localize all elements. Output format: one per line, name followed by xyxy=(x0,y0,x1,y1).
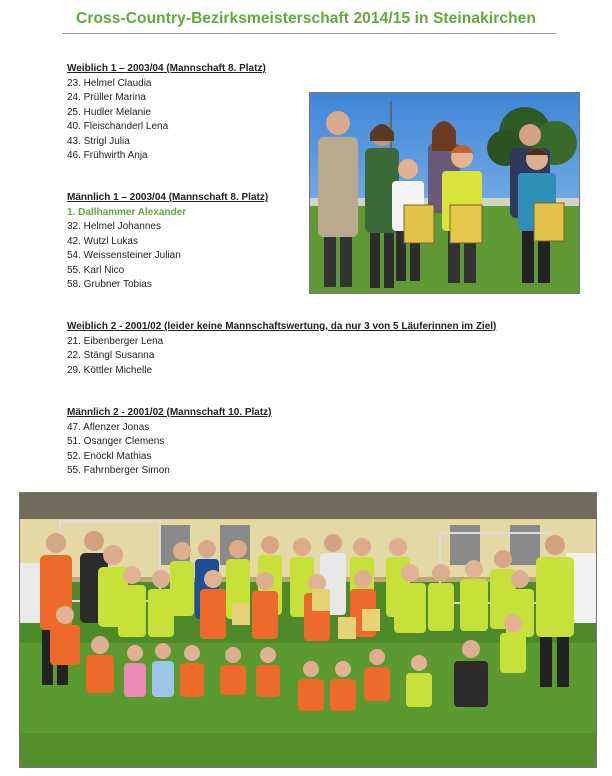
winner-entry: 1. Dallhammer Alexander xyxy=(67,206,187,218)
result-entry: 32. Helmel Johannes xyxy=(67,221,161,232)
result-entry: 42. Wutzl Lukas xyxy=(67,235,138,247)
result-entry: 40. Fleischanderl Lena xyxy=(67,121,169,132)
team-photo-small xyxy=(309,92,580,294)
result-entry: 24. Prüller Marina xyxy=(67,92,146,103)
section-maennlich-1 xyxy=(67,191,268,293)
section-title: Männlich 2 - 2001/02 (Mannschaft 10. Platz) xyxy=(67,407,272,418)
section-weiblich-2 xyxy=(67,320,496,378)
result-entry: 58. Grubner Tobias xyxy=(67,279,152,290)
result-entry: 55. Fahrnberger Simon xyxy=(67,465,170,476)
result-entry: 51. Osanger Clemens xyxy=(67,436,165,447)
section-weiblich-1 xyxy=(67,62,266,164)
result-entry: 25. Hudler Melanie xyxy=(67,106,151,118)
section-title: Männlich 1 – 2003/04 (Mannschaft 8. Platz) xyxy=(67,192,269,203)
section-maennlich-2 xyxy=(67,406,272,479)
result-entry: 47. Aflenzer Jonas xyxy=(67,421,150,433)
result-entry: 55. Karl Nico xyxy=(67,264,125,276)
section-title: Weiblich 1 – 2003/04 (Mannschaft 8. Platz) xyxy=(67,63,266,74)
page-title: Cross-Country-Bezirksmeisterschaft 2014/15 in Steinakirchen xyxy=(76,10,536,27)
result-entry: 29. Köttler Michelle xyxy=(67,364,153,376)
result-entry: 52. Enöckl Mathias xyxy=(67,450,152,462)
title-divider xyxy=(62,33,556,34)
result-entry: 21. Eibenberger Lena xyxy=(67,335,164,347)
result-entry: 46. Frühwirth Anja xyxy=(67,150,148,161)
result-entry: 23. Helmel Claudia xyxy=(67,77,152,89)
result-entry: 22. Stängl Susanna xyxy=(67,350,155,361)
group-photo-large xyxy=(19,492,597,768)
result-entry: 54. Weissensteiner Julian xyxy=(67,250,181,261)
result-entry: 43. Strigl Julia xyxy=(67,135,130,147)
section-title: Weiblich 2 - 2001/02 (leider keine Mannschaftswertung, da nur 3 von 5 Läuferinnen im Ziel) xyxy=(67,321,497,332)
